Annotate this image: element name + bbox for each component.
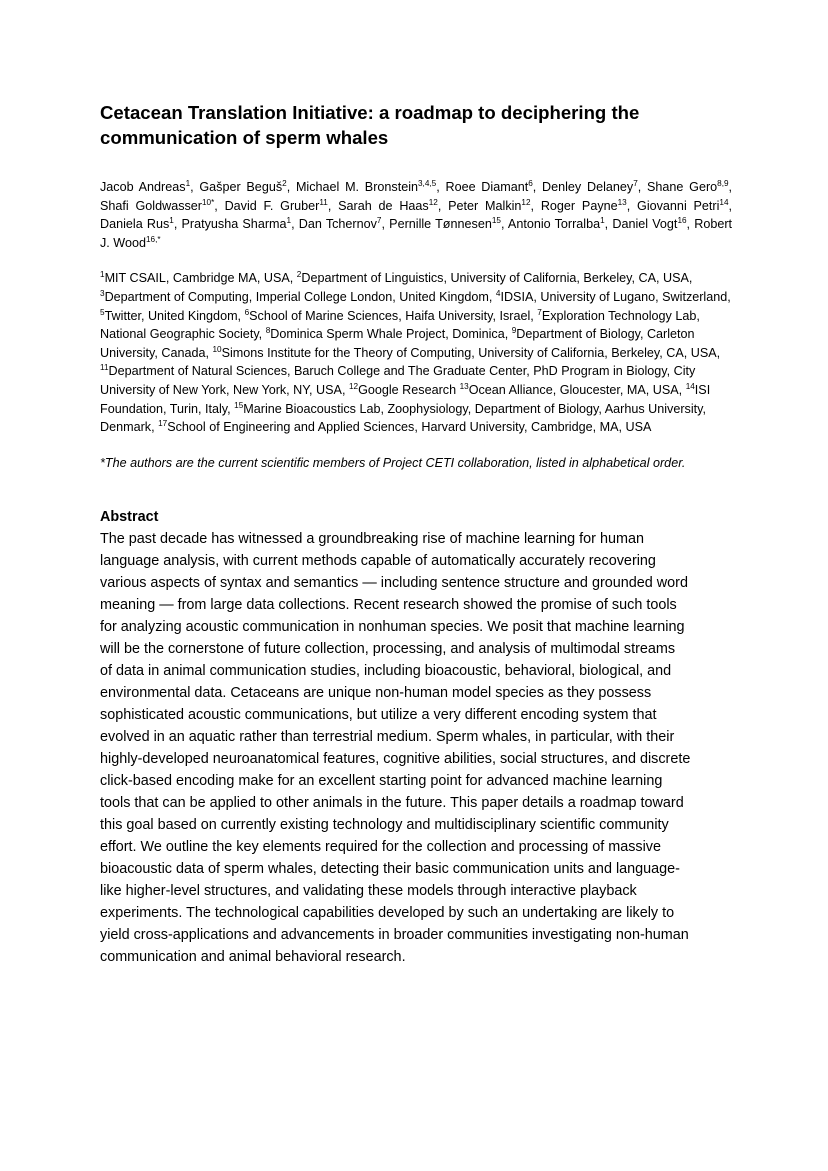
- author-entry: [637, 199, 732, 213]
- author-entry: [299, 217, 389, 231]
- affiliation-text: Google Research: [358, 382, 460, 397]
- author-name: Giovanni Petri: [637, 198, 720, 213]
- abstract-line: effort. We outline the key elements required for the collection and processing of massive: [100, 839, 662, 856]
- affiliation-number: 6: [244, 307, 250, 317]
- abstract-line: highly-developed neuroanatomical features, cognitive abilities, social structures, and discrete: [100, 751, 691, 768]
- author-entry: [542, 180, 647, 194]
- author-affiliation-marker: 14: [719, 197, 729, 207]
- author-name: Dan Tchernov: [298, 217, 377, 232]
- author-entry: [647, 180, 732, 194]
- affiliation-entry: [297, 271, 693, 285]
- affiliation-number: 7: [537, 307, 542, 317]
- author-name: Daniel Vogt: [612, 217, 678, 232]
- abstract-line: tools that can be applied to other animals in the future. This paper details a roadmap toward: [100, 795, 684, 812]
- affiliation-number: 1: [100, 270, 105, 280]
- author-separator: ,: [686, 217, 695, 232]
- author-entry: [296, 180, 446, 194]
- abstract-line: environmental data. Cetaceans are unique non-human model species as they possess: [100, 685, 652, 702]
- affiliation-entry: [100, 309, 245, 323]
- affiliation-entry: [349, 383, 460, 397]
- author-affiliation-marker: 7: [633, 178, 638, 188]
- author-entry: [100, 217, 182, 231]
- author-entry: [182, 217, 299, 231]
- affiliation-number: 12: [348, 381, 359, 391]
- author-separator: ,: [286, 180, 296, 194]
- affiliation-entry: [158, 420, 651, 434]
- author-affiliation-marker: 12: [428, 197, 438, 207]
- author-separator: ,: [728, 180, 733, 194]
- author-separator: ,: [604, 217, 613, 232]
- affiliation-text: Department of Linguistics, University of California, Berkeley, CA, USA,: [301, 271, 693, 286]
- author-entry: [199, 180, 296, 194]
- affiliation-text: Ocean Alliance, Gloucester, MA, USA,: [468, 382, 686, 397]
- author-entry: [389, 217, 508, 231]
- affiliation-text: Department of Natural Sciences, Baruch College and The Graduate Center, PhD Program in Biology, City University of New York, New York, NY, USA,: [100, 364, 696, 397]
- affiliation-text: Department of Computing, Imperial College London, United Kingdom,: [104, 289, 496, 304]
- abstract-line: bioacoustic data of sperm whales, detecting their basic communication units and language-: [100, 861, 680, 878]
- affiliation-text: IDSIA, University of Lugano, Switzerland,: [500, 289, 731, 304]
- affiliation-text: School of Marine Sciences, Haifa University, Israel,: [249, 308, 538, 323]
- abstract-line: this goal based on currently existing technology and multidisciplinary scientific community: [100, 817, 669, 834]
- author-entry: [338, 199, 448, 213]
- affiliation-text: Marine Bioacoustics Lab, Zoophysiology, Department of Biology, Aarhus University, Denmark,: [100, 401, 706, 435]
- author-separator: ,: [173, 217, 182, 232]
- author-affiliation-marker: 13: [617, 197, 627, 207]
- author-name: Shafi Goldwasser: [100, 198, 202, 213]
- author-separator: ,: [532, 180, 543, 194]
- author-affiliation-marker: 15: [491, 216, 501, 225]
- abstract-line: meaning — from large data collections. Recent research showed the promise of such tools: [100, 597, 677, 614]
- affiliation-number: 13: [459, 381, 469, 391]
- author-name: Peter Malkin: [448, 198, 522, 213]
- affiliation-text: ISI Foundation, Turin, Italy,: [100, 382, 711, 416]
- author-entry: [100, 199, 225, 213]
- abstract-line: will be the cornerstone of future collection, processing, and analysis of multimodal streams: [100, 641, 676, 658]
- affiliation-entry: [496, 290, 731, 304]
- abstract-line: evolved in an aquatic rather than terrestrial medium. Sperm whales, in particular, with their: [100, 729, 675, 746]
- author-entry: [225, 199, 339, 213]
- author-name: Roger Payne: [540, 198, 618, 213]
- affiliation-text: Dominica Sperm Whale Project, Dominica,: [270, 327, 512, 342]
- affiliation-entry: [245, 309, 538, 323]
- affiliation-text: Department of Biology, Carleton University, Canada,: [100, 327, 695, 360]
- author-affiliation-marker: 1: [169, 216, 174, 225]
- abstract-line: various aspects of syntax and semantics — including sentence structure and grounded word: [100, 575, 688, 592]
- author-separator: ,: [327, 198, 339, 213]
- author-separator: ,: [626, 198, 638, 213]
- author-affiliation-marker: 16: [677, 216, 687, 225]
- author-separator: ,: [214, 198, 225, 213]
- author-name: David F. Gruber: [224, 198, 320, 213]
- abstract-body: [100, 528, 732, 968]
- author-affiliation-marker: 1: [185, 178, 191, 188]
- affiliation-entry: [460, 383, 686, 397]
- author-separator: ,: [291, 217, 299, 232]
- affiliation-text: Twitter, United Kingdom,: [104, 308, 245, 323]
- author-name: Robert J. Wood: [100, 217, 733, 250]
- affiliation-number: 5: [100, 307, 105, 317]
- abstract-heading: Abstract: [100, 509, 159, 526]
- author-affiliation-marker: 1: [286, 216, 292, 225]
- author-name: Gašper Beguš: [199, 180, 283, 194]
- author-affiliation-marker: 2: [282, 178, 287, 188]
- author-name: Shane Gero: [647, 180, 718, 194]
- author-affiliation-marker: 1: [600, 216, 605, 225]
- abstract-line: of data in animal communication studies, including bioacoustic, behavioral, biological, and: [100, 663, 672, 680]
- author-separator: ,: [530, 198, 541, 213]
- affiliation-text: Simons Institute for the Theory of Computing, University of California, Berkeley, CA, USA,: [221, 345, 721, 360]
- affiliation-number: 17: [158, 418, 168, 428]
- abstract-line: language analysis, with current methods capable of automatically accurately recovering: [100, 553, 656, 570]
- author-entry: [541, 199, 637, 213]
- affiliation-number: 9: [511, 325, 517, 335]
- author-name: Sarah de Haas: [338, 198, 429, 213]
- author-affiliation-marker: 12: [521, 197, 531, 207]
- affiliation-number: 4: [495, 288, 501, 298]
- paper-title: Cetacean Translation Initiative: a roadmap to deciphering the communication of sperm whales: [100, 102, 640, 148]
- author-name: Denley Delaney: [542, 180, 634, 194]
- author-affiliation-marker: 8,9: [717, 178, 729, 188]
- author-affiliation-marker: 3,4,5: [418, 178, 437, 188]
- affiliation-text: MIT CSAIL, Cambridge MA, USA,: [104, 271, 297, 286]
- affiliation-number: 2: [296, 270, 302, 280]
- affiliation-text: School of Engineering and Applied Sciences, Harvard University, Cambridge, MA, USA: [167, 420, 652, 435]
- author-affiliation-marker: 6: [528, 178, 533, 188]
- affiliation-number: 3: [100, 288, 105, 298]
- author-affiliation-marker: 11: [319, 197, 328, 207]
- author-separator: ,: [381, 217, 390, 232]
- author-entry: [508, 217, 612, 231]
- affiliation-number: 14: [685, 381, 695, 391]
- author-affiliation-marker: 10*: [201, 197, 215, 207]
- affiliation-number: 11: [100, 363, 109, 373]
- abstract-line: communication and animal behavioral research.: [100, 949, 406, 966]
- author-separator: ,: [190, 180, 200, 194]
- affiliation-entry: [100, 271, 297, 285]
- affiliation-number: 10: [212, 344, 222, 354]
- author-separator: ,: [436, 180, 446, 194]
- abstract-line: The past decade has witnessed a groundbreaking rise of machine learning for human: [100, 531, 644, 548]
- author-name: Antonio Torralba: [507, 217, 601, 232]
- author-name: Pernille Tønnesen: [389, 217, 492, 232]
- author-affiliation-marker: 7: [376, 216, 382, 225]
- author-name: Pratyusha Sharma: [181, 217, 287, 232]
- author-name: Jacob Andreas: [100, 180, 186, 194]
- author-entry: [100, 180, 199, 194]
- affiliation-number: 15: [234, 400, 244, 410]
- affiliation-list: [100, 269, 732, 436]
- author-separator: ,: [437, 198, 449, 213]
- abstract-line: sophisticated acoustic communications, but utilize a very different encoding system that: [100, 707, 657, 724]
- author-name: Michael M. Bronstein: [295, 180, 418, 194]
- abstract-line: for analyzing acoustic communication in nonhuman species. We posit that machine learning: [100, 619, 685, 636]
- author-name: Roee Diamant: [445, 180, 529, 194]
- author-entry: [445, 180, 542, 194]
- author-list: [100, 178, 732, 252]
- abstract-line: yield cross-applications and advancements in broader communities investigating non-human: [100, 927, 689, 944]
- affiliation-entry: [212, 346, 720, 360]
- author-entry: [448, 199, 541, 213]
- author-separator: ,: [637, 180, 647, 194]
- affiliation-text: Exploration Technology Lab, National Geographic Society,: [100, 308, 700, 342]
- author-separator: ,: [728, 198, 733, 213]
- affiliation-entry: [266, 327, 512, 341]
- abstract-line: click-based encoding make for an excellent starting point for advanced machine learning: [100, 773, 663, 790]
- author-affiliation-marker: 16,*: [145, 234, 161, 244]
- affiliation-entry: [100, 290, 496, 304]
- abstract-line: like higher-level structures, and validating these models through interactive playback: [100, 883, 637, 900]
- author-name: Daniela Rus: [100, 217, 170, 232]
- author-separator: ,: [500, 217, 508, 232]
- author-entry: [612, 217, 694, 231]
- affiliation-number: 8: [265, 325, 271, 335]
- paper-page: [100, 100, 732, 968]
- abstract-line: experiments. The technological capabilities developed by such an undertaking are likely to: [100, 905, 675, 922]
- collaboration-note: *The authors are the current scientific members of Project CETI collaboration, listed in alphabetical order.: [100, 455, 686, 470]
